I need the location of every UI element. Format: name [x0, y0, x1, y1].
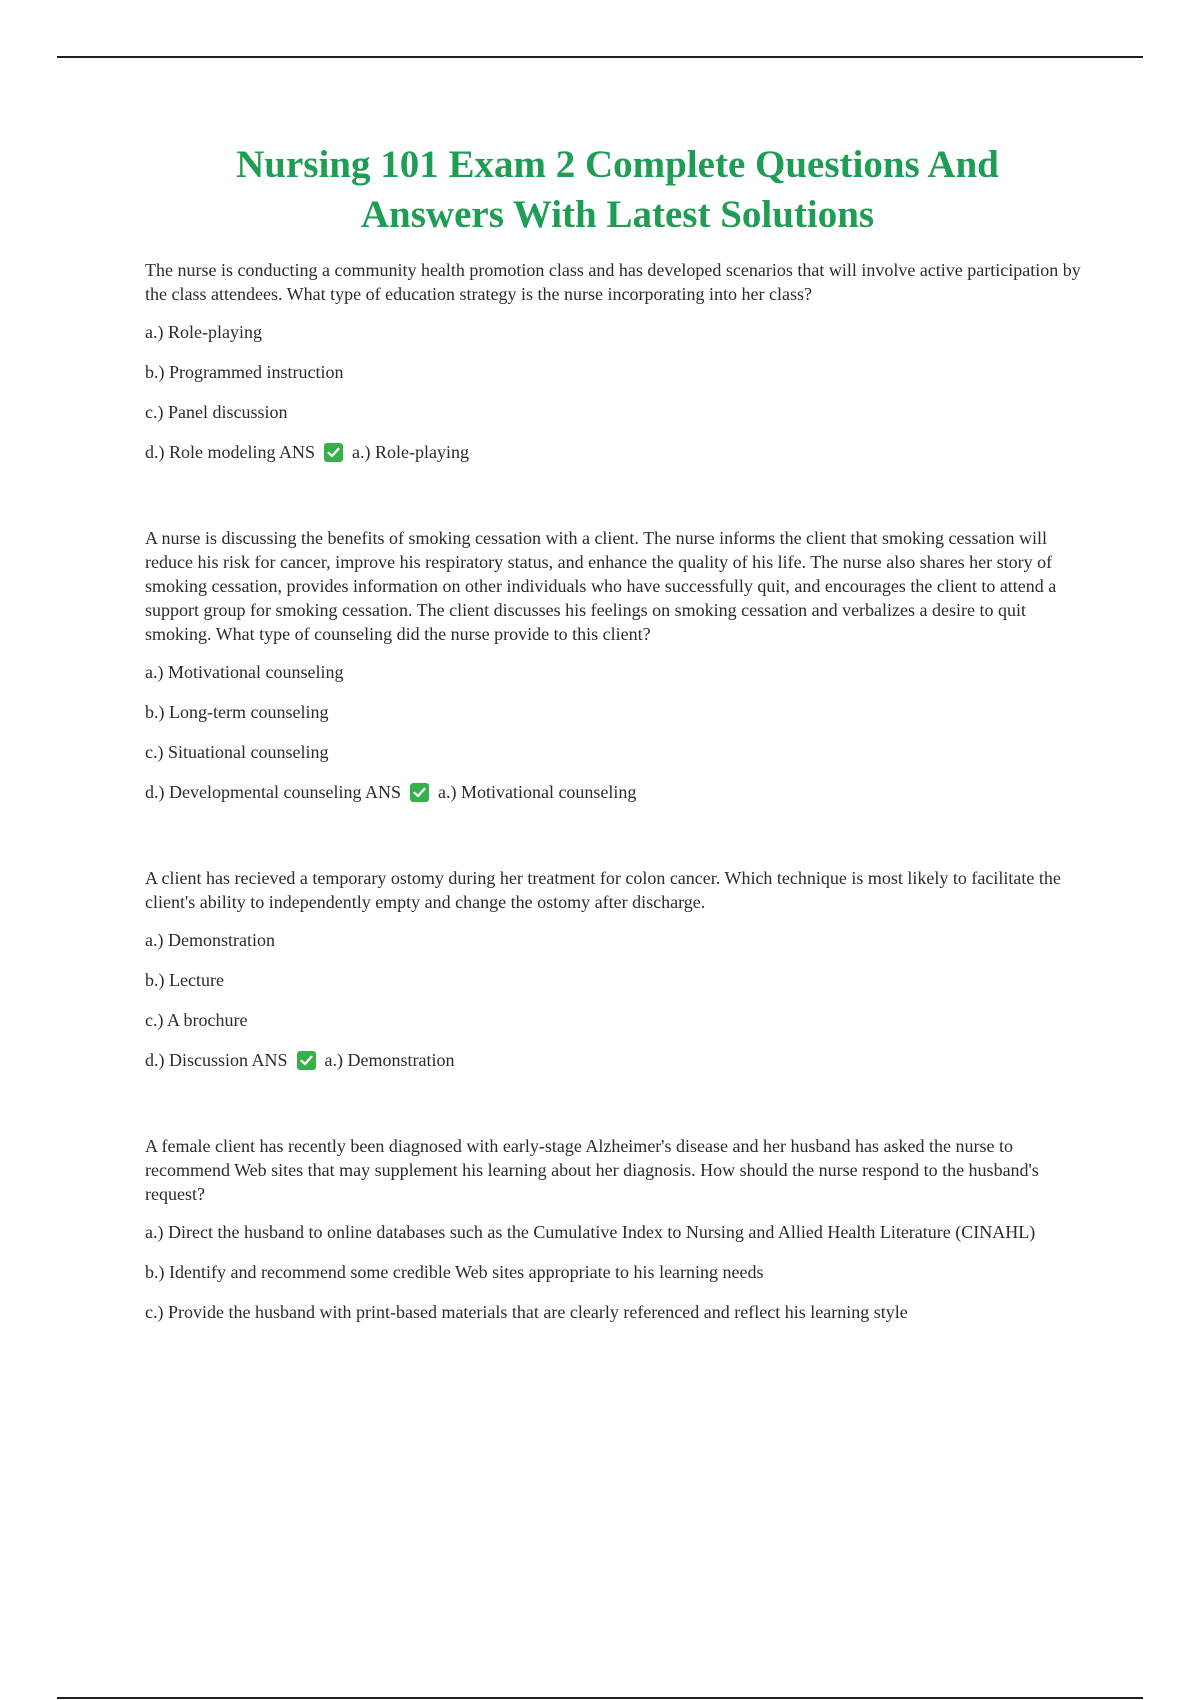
option-a: a.) Direct the husband to online databases such as the Cumulative Index to Nursing and Allied Health Literature (CINAHL)	[145, 1222, 1036, 1242]
option-c: c.) Provide the husband with print-based materials that are clearly referenced and reflect his learning style	[145, 1302, 908, 1322]
option-c: c.) A brochure	[145, 1010, 248, 1030]
question-3	[145, 866, 1090, 1072]
bottom-rule	[57, 1697, 1143, 1699]
answer-line	[145, 440, 1090, 464]
option-b: b.) Identify and recommend some credible Web sites appropriate to his learning needs	[145, 1262, 764, 1282]
check-mark-icon	[324, 443, 343, 462]
option-d: d.) Discussion ANS	[145, 1050, 288, 1070]
document-body	[145, 140, 1090, 1340]
question-4	[145, 1134, 1090, 1324]
option-a: a.) Demonstration	[145, 930, 275, 950]
answer-line	[145, 1048, 1090, 1072]
option-c: c.) Panel discussion	[145, 402, 288, 422]
option-c: c.) Situational counseling	[145, 742, 329, 762]
question-text: A client has recieved a temporary ostomy during her treatment for colon cancer. Which technique is most likely to facilitate the client's ability to independently empty and change the ostomy after discharge.	[145, 868, 1061, 912]
option-a: a.) Motivational counseling	[145, 662, 344, 682]
option-d: d.) Role modeling ANS	[145, 442, 315, 462]
question-text: The nurse is conducting a community health promotion class and has developed scenarios that will involve active participation by the class attendees. What type of education strategy is the nurse incorporating into her class?	[145, 260, 1081, 304]
answer-text: a.) Role-playing	[352, 442, 469, 462]
question-text: A nurse is discussing the benefits of smoking cessation with a client. The nurse informs the client that smoking cessation will reduce his risk for cancer, improve his respiratory status, and enhance the quality of his life. The nurse also shares her story of smoking cessation, provides information on other individuals who have successfully quit, and encourages the client to attend a support group for smoking cessation. The client discusses his feelings on smoking cessation and verbalizes a desire to quit smoking. What type of counseling did the nurse provide to this client?	[145, 528, 1057, 644]
top-rule	[57, 56, 1143, 58]
option-b: b.) Lecture	[145, 970, 224, 990]
option-a: a.) Role-playing	[145, 322, 262, 342]
answer-text: a.) Demonstration	[324, 1050, 455, 1070]
answer-text: a.) Motivational counseling	[437, 782, 637, 802]
check-mark-icon	[297, 1051, 316, 1070]
question-text: A female client has recently been diagnosed with early-stage Alzheimer's disease and her husband has asked the nurse to recommend Web sites that may supplement his learning about her diagnosis. How should the nurse respond to the husband's request?	[145, 1136, 1039, 1204]
answer-line	[145, 780, 1090, 804]
option-b: b.) Programmed instruction	[145, 362, 344, 382]
option-b: b.) Long-term counseling	[145, 702, 329, 722]
option-d: d.) Developmental counseling ANS	[145, 782, 401, 802]
question-2	[145, 526, 1090, 804]
check-mark-icon	[410, 783, 429, 802]
question-1	[145, 258, 1090, 464]
document-title: Nursing 101 Exam 2 Complete Questions And Answers With Latest Solutions	[236, 143, 999, 236]
